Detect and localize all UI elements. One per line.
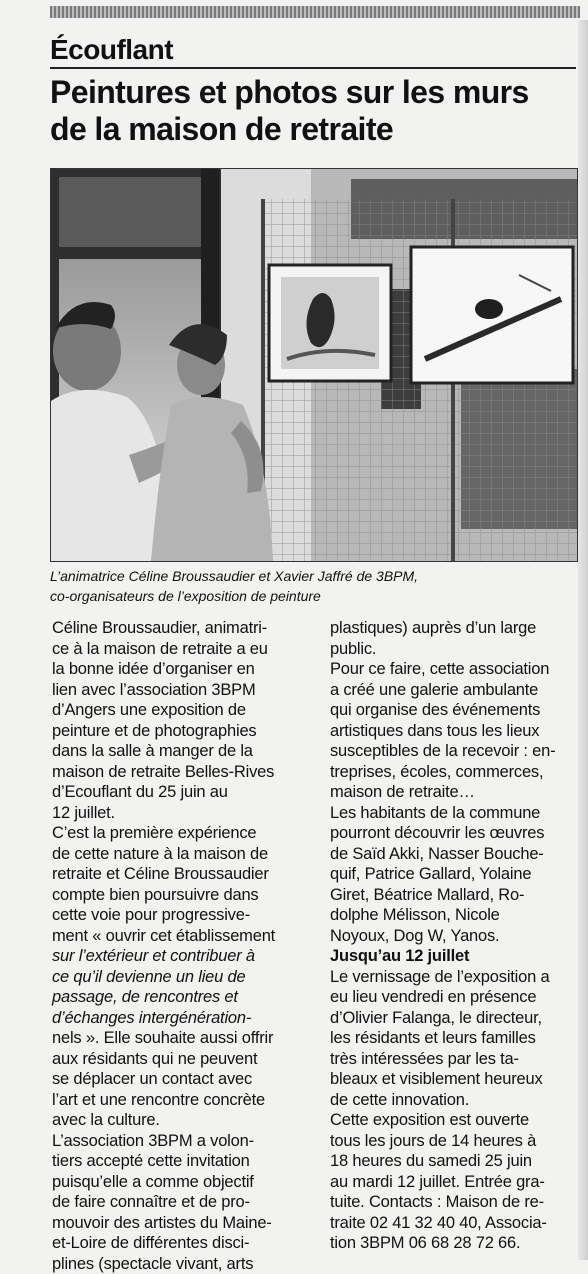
body-line: 12 juillet.: [52, 803, 312, 824]
body-line: se déplacer un contact avec: [52, 1069, 312, 1090]
body-line: traite 02 41 32 40 40, Associa-: [330, 1213, 578, 1234]
body-line: puisqu’elle a comme objectif: [52, 1172, 312, 1193]
body-line: Noyoux, Dog W, Yanos.: [330, 926, 578, 947]
body-line-quote: sur l’extérieur et contribuer à: [52, 946, 312, 967]
body-line: eu lieu vendredi en présence: [330, 987, 578, 1008]
body-line: public.: [330, 639, 578, 660]
body-line: de cette nature à la maison de: [52, 844, 312, 865]
caption-line-1: L’animatrice Céline Broussaudier et Xavier Jaffré de 3BPM,: [50, 568, 418, 584]
body-line: cette voie pour progressive-: [52, 905, 312, 926]
body-line: la bonne idée d’organiser en: [52, 659, 312, 680]
article-body-right-column: [330, 618, 578, 1254]
body-line: maison de retraite Belles-Rives: [52, 762, 312, 783]
body-line: d’Angers une exposition de: [52, 700, 312, 721]
body-line: Pour ce faire, cette association: [330, 659, 578, 680]
body-line: Les habitants de la commune: [330, 803, 578, 824]
body-line: Giret, Béatrice Mallard, Ro-: [330, 885, 578, 906]
body-line: maison de retraite…: [330, 782, 578, 803]
subheading: Jusqu’au 12 juillet: [330, 946, 578, 967]
body-line-quote: ce qu’il devienne un lieu de: [52, 967, 312, 988]
body-line: tuite. Contacts : Maison de re-: [330, 1192, 578, 1213]
body-line: artistiques dans tous les lieux: [330, 721, 578, 742]
body-line: a créé une galerie ambulante: [330, 680, 578, 701]
section-rubric: Écouflant: [50, 34, 173, 66]
body-line: mouvoir des artistes du Maine-: [52, 1213, 312, 1234]
body-line: qui organise des événements: [330, 700, 578, 721]
body-line: tion 3BPM 06 68 28 72 66.: [330, 1233, 578, 1254]
body-line: Le vernissage de l’exposition a: [330, 967, 578, 988]
body-line: lien avec l’association 3BPM: [52, 680, 312, 701]
body-line: Cette exposition est ouverte: [330, 1110, 578, 1131]
body-line: 18 heures du samedi 25 juin: [330, 1151, 578, 1172]
rubric-rule: [50, 67, 576, 69]
body-line: pourront découvrir les œuvres: [330, 823, 578, 844]
body-line: treprises, écoles, commerces,: [330, 762, 578, 783]
body-line: l’art et une rencontre concrète: [52, 1090, 312, 1111]
body-line: nels ». Elle souhaite aussi offrir: [52, 1028, 312, 1049]
body-line: C’est la première expérience: [52, 823, 312, 844]
body-line-quote: passage, de rencontres et: [52, 987, 312, 1008]
body-line: peinture et de photographies: [52, 721, 312, 742]
body-line: compte bien poursuivre dans: [52, 885, 312, 906]
body-line: tiers accepté cette invitation: [52, 1151, 312, 1172]
body-line: Céline Broussaudier, animatri-: [52, 618, 312, 639]
body-line: avec la culture.: [52, 1110, 312, 1131]
headline-line-2: de la maison de retraite: [50, 111, 393, 147]
adjacent-article-edge: [578, 20, 588, 1260]
photo-caption: [50, 566, 576, 606]
article-photo: [50, 168, 578, 562]
body-line: ce à la maison de retraite a eu: [52, 639, 312, 660]
body-line: d’Olivier Falanga, le directeur,: [330, 1008, 578, 1029]
page-top-strip: [50, 6, 580, 18]
body-line: plastiques) auprès d’un large: [330, 618, 578, 639]
body-line: de faire connaître et de pro-: [52, 1192, 312, 1213]
body-line: aux résidants qui ne peuvent: [52, 1049, 312, 1070]
body-line: bleaux et visiblement heureux: [330, 1069, 578, 1090]
body-line: dolphe Mélisson, Nicole: [330, 905, 578, 926]
body-line: dans la salle à manger de la: [52, 741, 312, 762]
body-line: retraite et Céline Broussaudier: [52, 864, 312, 885]
headline-line-1: Peintures et photos sur les murs: [50, 74, 529, 110]
body-line: et-Loire de différentes disci-: [52, 1233, 312, 1254]
body-line: les résidants et leurs familles: [330, 1028, 578, 1049]
body-line: tous les jours de 14 heures à: [330, 1131, 578, 1152]
body-line: de cette innovation.: [330, 1090, 578, 1111]
body-line: plines (spectacle vivant, arts: [52, 1254, 312, 1274]
body-line: quif, Patrice Gallard, Yolaine: [330, 864, 578, 885]
photo-illustration: [51, 169, 577, 561]
body-line: très intéressées par les ta-: [330, 1049, 578, 1070]
article-body-left-column: [52, 618, 312, 1274]
body-line: L’association 3BPM a volon-: [52, 1131, 312, 1152]
body-line: ment « ouvrir cet établissement: [52, 926, 312, 947]
body-line: susceptibles de la recevoir : en-: [330, 741, 578, 762]
body-line: au mardi 12 juillet. Entrée gra-: [330, 1172, 578, 1193]
caption-line-2: co-organisateurs de l’exposition de peinture: [50, 588, 321, 604]
body-line: d’Ecouflant du 25 juin au: [52, 782, 312, 803]
article-headline: [50, 74, 576, 148]
body-line-quote: d’échanges intergénération-: [52, 1008, 312, 1029]
body-line: de Saïd Akki, Nasser Bouche-: [330, 844, 578, 865]
